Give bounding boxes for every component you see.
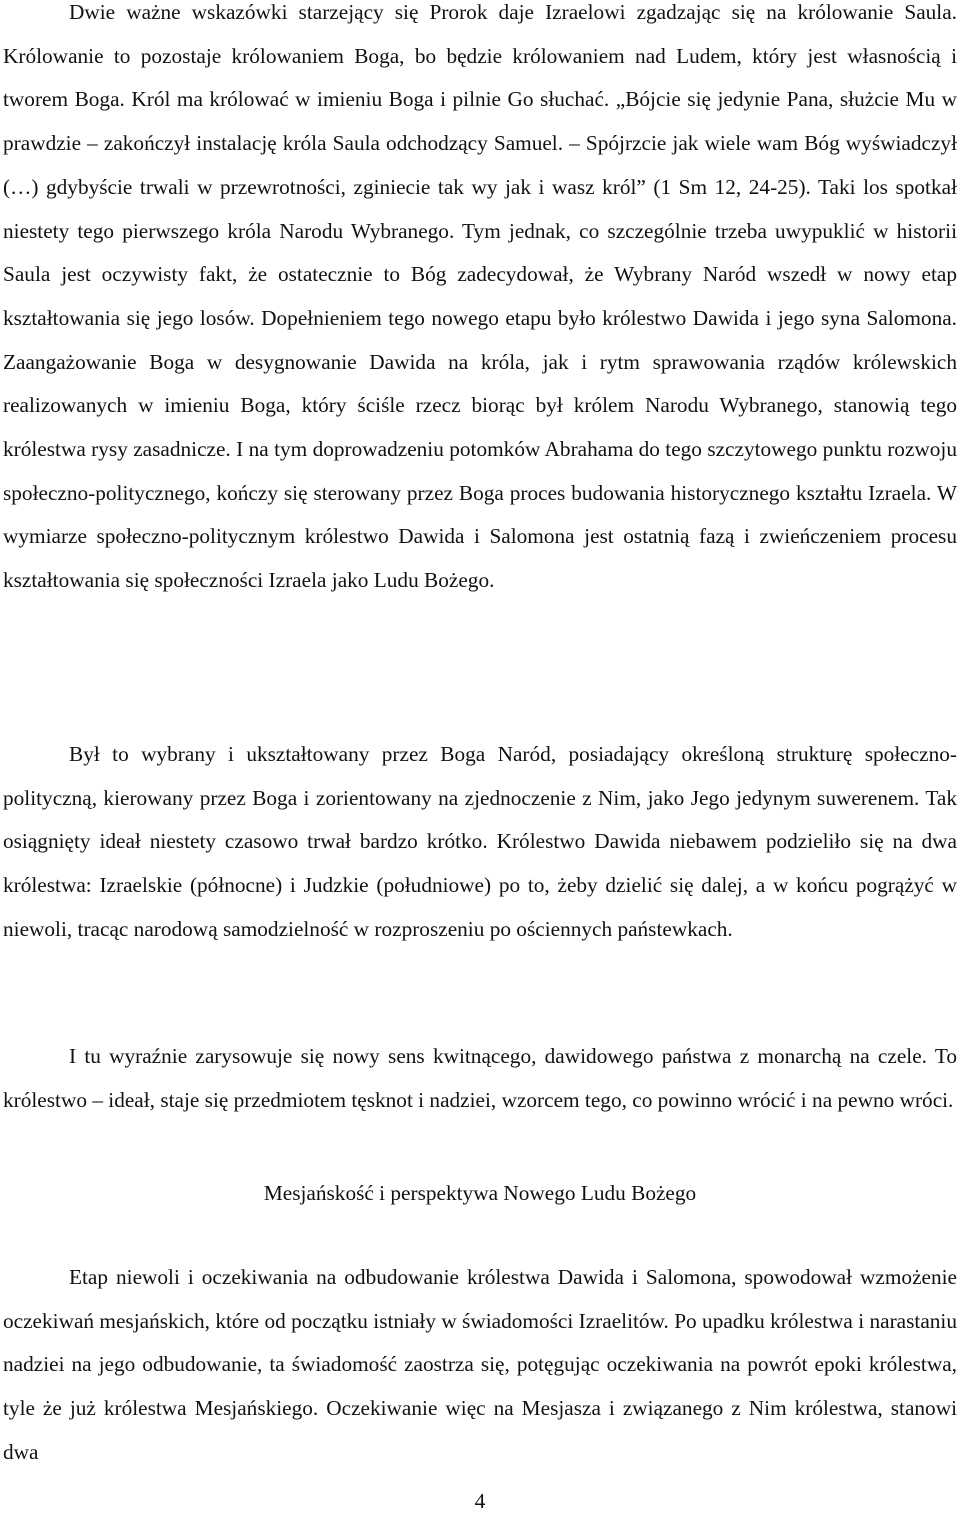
- paragraph-messianic-expectation: Etap niewoli i oczekiwania na odbudowanie królestwa Dawida i Salomona, spowodował wzmożenie oczekiwań mesjańskich, które od początku istniały w świadomości Izraelitów. Po upadku królestwa i narastaniu nadziei na jego odbudowanie, ta świadomość zaostrza się, potęgując oczekiwania na powrót epoki królestwa, tyle że już królestwa Mesjańskiego. Oczekiwanie więc na Mesjasza i związanego z Nim królestwa, stanowi dwa: [3, 1265, 957, 1464]
- paragraph-chosen-nation: Był to wybrany i ukształtowany przez Boga Naród, posiadający określoną strukturę społeczno-polityczną, kierowany przez Boga i zorientowany na zjednoczenie z Nim, jako Jego jedynym suwerenem. Tak osiągnięty ideał niestety czasowo trwał bardzo krótko. Królestwo Dawida niebawem podzieliło się na dwa królestwa: Izraelskie (północne) i Judzkie (południowe) po to, żeby dzielić się dalej, a w końcu pogrążyć w niewoli, tracąc narodową samodzielność w rozproszeniu po ościennych państewkach.: [3, 742, 957, 941]
- section-heading: Mesjańskość i perspektywa Nowego Ludu Bożego: [263, 1181, 697, 1205]
- paragraph-saul-kingship: Dwie ważne wskazówki starzejący się Prorok daje Izraelowi zgadzając się na królowanie Saula. Królowanie to pozostaje królowaniem Boga, bo będzie królowaniem nad Ludem, który jest własnością i tworem Boga. Król ma królować w imieniu Boga i pilnie Go słuchać. „Bójcie się jedynie Pana, służcie Mu w prawdzie – zakończył instalację króla Saula odchodzący Samuel. – Spójrzcie jak wiele wam Bóg wyświadczył (…) gdybyście trwali w przewrotności, zginiecie tak wy jak i wasz król” (1 Sm 12, 24-25). Taki los spotkał niestety tego pierwszego króla Narodu Wybranego. Tym jednak, co szczególnie trzeba uwypuklić w historii Saula jest oczywisty fakt, że ostatecznie to Bóg zadecydował, że Wybrany Naród wszedł w nowy etap kształtowania się jego losów. Dopełnieniem tego nowego etapu było królestwo Dawida i jego syna Salomona. Zaangażowanie Boga w desygnowanie Dawida na króla, jak i rytm sprawowania rządów królewskich realizowanych w imieniu Boga, który ściśle rzecz biorąc był królem Narodu Wybranego, stanowią tego królestwa rysy zasadnicze. I na tym doprowadzeniu potomków Abrahama do tego szczytowego punktu rozwoju społeczno-politycznego, kończy się sterowany przez Boga proces budowania historycznego kształtu Izraela. W wymiarze społeczno-politycznym królestwo Dawida i Salomona jest ostatnią fazą i zwieńczeniem procesu kształtowania się społeczności Izraela jako Ludu Bożego.: [3, 0, 957, 593]
- paragraph-new-meaning: I tu wyraźnie zarysowuje się nowy sens kwitnącego, dawidowego państwa z monarchą na czele. To królestwo – ideał, staje się przedmiotem tęsknot i nadziei, wzorcem tego, co powinno wrócić i na pewno wróci.: [3, 1044, 957, 1112]
- page-number: 4: [474, 1489, 486, 1513]
